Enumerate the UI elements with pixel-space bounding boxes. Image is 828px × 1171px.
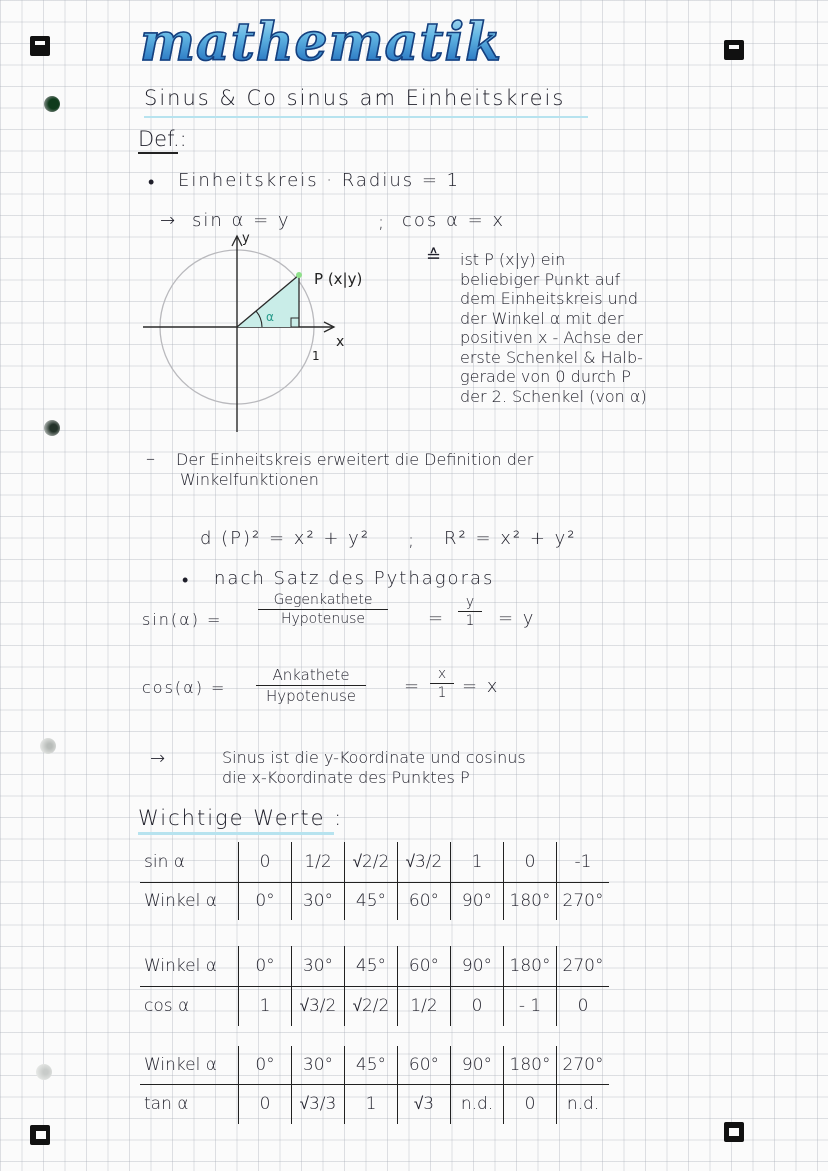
- table-cell: -1: [557, 842, 610, 882]
- arrow-icon: →: [160, 210, 176, 231]
- cos-lhs: cos(α) =: [142, 678, 227, 697]
- extension-line-1: Der Einheitskreis erweitert die Definition der: [176, 450, 534, 469]
- table-cell: 90°: [451, 946, 504, 986]
- formula-separator: ;: [408, 530, 415, 551]
- explanation-line: gerade von 0 durch P: [460, 367, 631, 386]
- sin-result: = y: [498, 608, 536, 629]
- cos-equals: =: [404, 676, 420, 697]
- explanation-line: beliebiger Punkt auf: [460, 269, 621, 289]
- cos-numerator: Ankathete: [272, 666, 350, 684]
- cos-frac-denominator: 1: [437, 685, 447, 701]
- cos-result: = x: [462, 676, 500, 697]
- cos-fraction: [256, 666, 366, 705]
- arrow-icon: →: [150, 748, 166, 769]
- point-label: P (x|y): [314, 270, 363, 288]
- table-cell: 1/2: [292, 842, 345, 882]
- explanation-line: ist P (x|y) ein: [460, 250, 566, 269]
- sin-fraction: [258, 592, 388, 627]
- table-cell: 180°: [504, 1046, 557, 1084]
- table-cell: 45°: [345, 946, 398, 986]
- y-axis-label: y: [242, 231, 250, 246]
- radius-formula: R² = x² + y²: [444, 528, 577, 549]
- unit-circle-radius: Einheitskreis · Radius = 1: [178, 170, 461, 191]
- table-cell: 0°: [239, 882, 292, 920]
- table-cell: - 1: [504, 986, 557, 1026]
- punch-hole: [44, 96, 60, 112]
- table-cell: 60°: [398, 1046, 451, 1084]
- table-cell: 1: [451, 842, 504, 882]
- x-axis-label: x: [336, 334, 345, 350]
- explanation-line: der Winkel α mit der: [460, 308, 624, 328]
- important-values-heading: Wichtige Werte :: [138, 806, 344, 830]
- table-cell: √3/2: [292, 986, 345, 1026]
- subtitle: Sinus & Co sinus am Einheitskreis: [144, 86, 566, 110]
- dash: –: [146, 448, 155, 469]
- row-label: tan α: [144, 1094, 189, 1115]
- table-cell: √2/2: [345, 842, 398, 882]
- corner-mark-top-left: [30, 36, 50, 56]
- corner-mark-top-right: [724, 40, 744, 60]
- sin-lhs: sin(α) =: [142, 610, 223, 629]
- heading-underline: [138, 832, 334, 835]
- table-cell: 30°: [292, 882, 345, 920]
- table-cell: 270°: [557, 946, 610, 986]
- fraction-bar: [258, 609, 388, 610]
- table-cell: √2/2: [345, 986, 398, 1026]
- table-cell: 0: [239, 842, 292, 882]
- cos-frac-numerator: x: [437, 666, 447, 682]
- row-label: sin α: [140, 842, 239, 882]
- conclusion-line-1: Sinus ist die y-Koordinate und cosinus: [222, 748, 526, 767]
- radius-one-label: 1: [312, 349, 320, 363]
- row-label: Winkel α: [140, 1046, 239, 1084]
- subtitle-underline: [144, 116, 588, 118]
- tan-table: [140, 1046, 609, 1124]
- sin-equals-y: sin α = y: [192, 210, 291, 231]
- explanation-line: der 2. Schenkel (von α): [460, 386, 647, 406]
- table-cell: 0: [451, 986, 504, 1026]
- table-cell: 1: [239, 986, 292, 1026]
- table-cell: 90°: [451, 882, 504, 920]
- punch-hole: [36, 1064, 52, 1080]
- bullet-dot: •: [182, 570, 189, 591]
- definition-label: Def.:: [138, 127, 187, 151]
- fraction-bar: [458, 611, 482, 612]
- table-cell: 180°: [504, 882, 557, 920]
- distance-formula: d (P)² = x² + y²: [200, 528, 371, 549]
- table-cell: 45°: [345, 1046, 398, 1084]
- row-label: Winkel α: [140, 946, 239, 986]
- table-cell: 0°: [239, 946, 292, 986]
- alpha-mark: α: [266, 310, 274, 324]
- sin-denominator: Hypotenuse: [280, 611, 366, 627]
- corresponds-sign: ≙: [426, 246, 442, 267]
- corner-mark-bottom-left: [30, 1125, 50, 1145]
- pythagoras-note: nach Satz des Pythagoras: [214, 568, 495, 589]
- table-cell: √3/2: [398, 842, 451, 882]
- table-cell: 90°: [451, 1046, 504, 1084]
- table-cell: √3: [398, 1084, 451, 1124]
- table-cell: 0: [239, 1084, 292, 1124]
- page-title: mathematik: [140, 8, 610, 78]
- table-cell: 0: [557, 986, 610, 1026]
- table-cell: 0: [504, 842, 557, 882]
- punch-hole: [44, 420, 60, 436]
- punch-hole: [40, 738, 56, 754]
- row-label: cos α: [144, 996, 190, 1017]
- table-cell: 270°: [557, 882, 610, 920]
- sin-numerator: Gegenkathete: [273, 592, 373, 608]
- sin-equals: =: [428, 608, 444, 629]
- table-cell: n.d.: [557, 1084, 610, 1124]
- cos-denominator: Hypotenuse: [265, 687, 357, 705]
- cos-table: [140, 946, 609, 1026]
- sin-frac-denominator: 1: [465, 613, 475, 629]
- explanation-line: dem Einheitskreis und: [460, 289, 639, 308]
- table-cell: 180°: [504, 946, 557, 986]
- table-cell: 45°: [345, 882, 398, 920]
- table-cell: 1/2: [398, 986, 451, 1026]
- table-cell: 60°: [398, 882, 451, 920]
- row-label: Winkel α: [144, 891, 217, 912]
- table-cell: 270°: [557, 1046, 610, 1084]
- table-cell: √3/3: [292, 1084, 345, 1124]
- point-p: [296, 272, 302, 278]
- explanation-line: erste Schenkel & Halb-: [460, 347, 643, 367]
- corner-mark-bottom-right: [724, 1122, 744, 1142]
- fraction-bar: [430, 683, 454, 684]
- table-cell: 1: [345, 1084, 398, 1124]
- table-cell: 60°: [398, 946, 451, 986]
- extension-line-2: Winkelfunktionen: [180, 470, 319, 489]
- table-cell: 0°: [239, 1046, 292, 1084]
- table-cell: 0: [504, 1084, 557, 1124]
- sin-y-fraction: [458, 594, 482, 629]
- table-cell: 30°: [292, 1046, 345, 1084]
- separator: ;: [378, 212, 385, 233]
- conclusion-line-2: die x-Koordinate des Punktes P: [222, 768, 470, 787]
- table-cell: 30°: [292, 946, 345, 986]
- cos-equals-x: cos α = x: [402, 210, 506, 231]
- fraction-bar: [256, 685, 366, 686]
- table-cell: n.d.: [451, 1084, 504, 1124]
- sin-table: [140, 842, 609, 920]
- bullet-dot: •: [148, 172, 155, 193]
- unit-circle-diagram: [138, 228, 408, 438]
- sin-frac-numerator: y: [465, 594, 475, 610]
- cos-x-fraction: [430, 666, 454, 701]
- explanation-line: positiven x - Achse der: [460, 328, 643, 347]
- definition-underline: [138, 152, 178, 154]
- explanation-text: [460, 250, 647, 406]
